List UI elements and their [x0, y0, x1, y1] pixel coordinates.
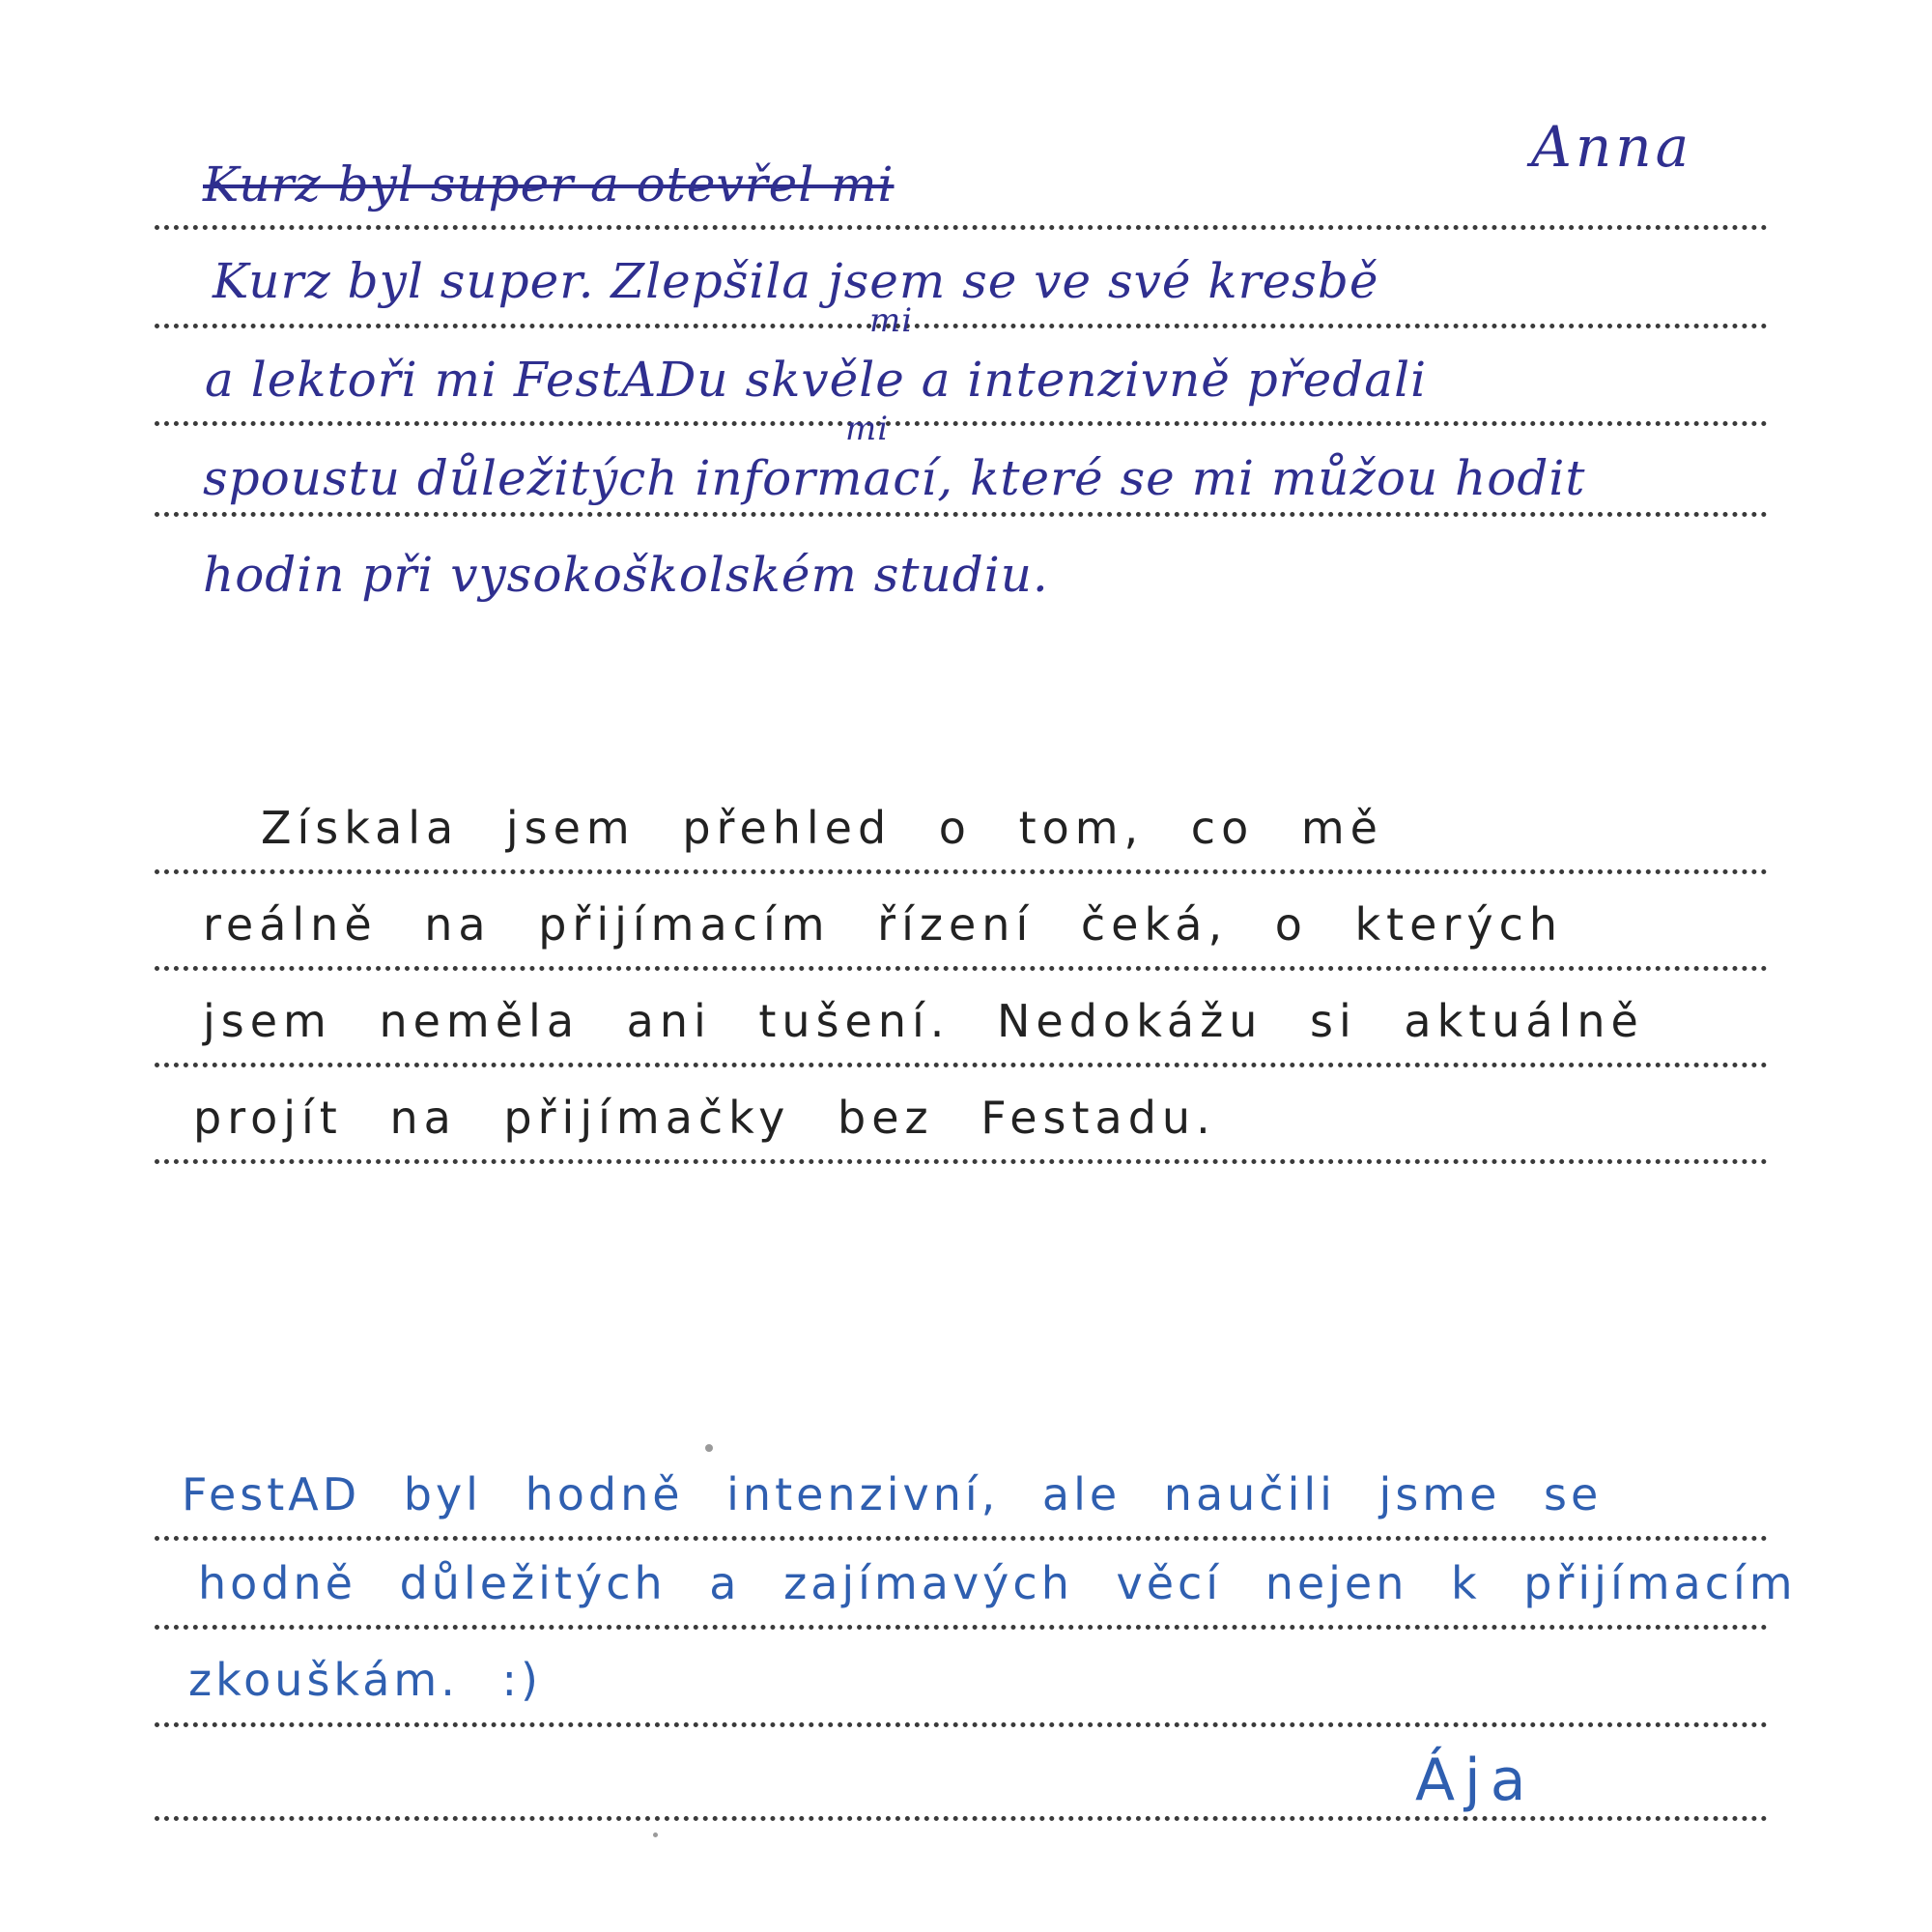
- dotted-line: [155, 1625, 1768, 1630]
- note2-line-2: reálně na přijímacím řízení čeká, o kterých: [203, 898, 1564, 951]
- note1-insertion: mi: [845, 410, 890, 448]
- note1-line-1: Kurz byl super. Zlepšila jsem se ve své kresbě: [213, 253, 1379, 309]
- dotted-line: [155, 1536, 1768, 1541]
- paper-speck: [705, 1444, 713, 1452]
- dotted-line: [155, 966, 1768, 971]
- dotted-line: [155, 869, 1768, 874]
- note1-insertion: mi: [869, 301, 914, 340]
- struck-out-line: Kurz byl super a otevřel mi: [203, 156, 895, 213]
- note3-line-3: zkouškám. :): [188, 1654, 542, 1706]
- dotted-line: [155, 421, 1768, 426]
- note2-line-4: projít na přijímačky bez Festadu.: [193, 1092, 1216, 1144]
- signature-aja: Ája: [1415, 1747, 1536, 1814]
- signature-anna: Anna: [1531, 114, 1693, 180]
- note3-line-1: FestAD byl hodně intenzivní, ale naučili jsme se: [182, 1468, 1603, 1520]
- dotted-line: [155, 1159, 1768, 1164]
- note3-line-2: hodně důležitých a zajímavých věcí nejen k přijímacím: [198, 1557, 1797, 1609]
- note2-line-3: jsem neměla ani tušení. Nedokážu si aktuálně: [203, 995, 1644, 1047]
- dotted-line: [155, 324, 1768, 328]
- note2-line-1: Získala jsem přehled o tom, co mě: [261, 802, 1383, 854]
- note1-line-2: a lektoři mi FestADu skvěle a intenzivně předali: [205, 352, 1428, 408]
- dotted-line: [155, 1816, 1768, 1821]
- note1-line-4: hodin při vysokoškolském studiu.: [203, 547, 1049, 603]
- dotted-line: [155, 1063, 1768, 1067]
- dotted-line: [155, 225, 1768, 230]
- paper-speck: [653, 1833, 658, 1837]
- dotted-line: [155, 512, 1768, 517]
- note1-line-3: spoustu důležitých informací, které se mi můžou hodit: [203, 450, 1586, 506]
- dotted-line: [155, 1722, 1768, 1727]
